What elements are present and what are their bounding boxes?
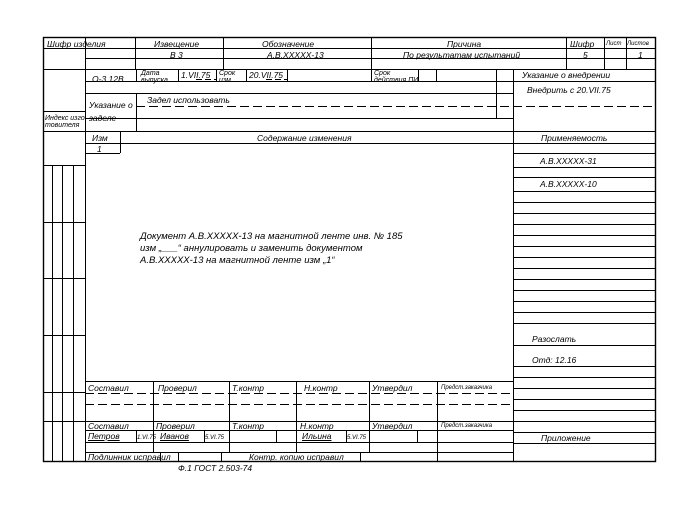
n-control-name: Ильина xyxy=(302,431,332,441)
checked-label: Проверил xyxy=(158,383,197,393)
compiled-name: Петров xyxy=(88,431,120,441)
change-col-header: Изм xyxy=(92,133,108,143)
stock-value: Задел использовать xyxy=(147,95,230,105)
form-footer: Ф.1 ГОСТ 2.503-74 xyxy=(178,463,253,473)
department-code: О-3 12В xyxy=(92,74,124,84)
sheets-col-header: Листов xyxy=(627,41,649,47)
compiled-date: 1.VI.75 xyxy=(137,435,157,441)
t-control-label: Т.контр xyxy=(232,383,264,393)
designation-col-header: Обозначение xyxy=(262,39,315,49)
issue-date-label: Дата выпуска xyxy=(141,70,168,84)
product-code-label: Шифр изделия xyxy=(47,39,106,49)
checked-label: Проверил xyxy=(156,421,195,431)
applicability-col-header: Применяемость xyxy=(541,133,608,143)
change-content-line-3: А.В.XXXXX-13 на магнитной ленте изм „1“ xyxy=(140,255,335,266)
checked-date: 5.VI.75 xyxy=(205,435,225,441)
term-label: Срок изм xyxy=(219,70,236,84)
n-control-label: Н.контр xyxy=(300,421,334,431)
customer-rep-label: Предст.заказчика xyxy=(441,423,493,429)
n-control-date: 5.VI.75 xyxy=(347,435,367,441)
notice-number: В 3 xyxy=(170,50,183,60)
term-date: 20.VII.75 xyxy=(249,70,284,80)
change-content-line-2: изм „___“ аннулировать и заменить документом xyxy=(140,243,363,254)
send-to-value: Отд: 12.16 xyxy=(532,355,577,365)
maker-index-label: Индекс изготовителя xyxy=(45,115,85,129)
t-control-label: Т.контр xyxy=(232,421,264,431)
sheet-col-header: Лист xyxy=(606,41,622,47)
approved-label: Утвердил xyxy=(372,383,413,393)
implementation-value: Внедрить с 20.VII.75 xyxy=(527,85,611,95)
original-corrected-label: Подлинник исправил xyxy=(88,452,171,462)
pi-term-label: Срок действия ПИ xyxy=(374,70,419,84)
compiled-label: Составил xyxy=(88,421,129,431)
checked-name: Иванов xyxy=(160,431,189,441)
change-content-line-1: Документ А.В.XXXXX-13 на магнитной ленте инв. № 185 xyxy=(140,231,403,242)
compiled-label: Составил xyxy=(88,383,129,393)
notice-col-header: Извещение xyxy=(154,39,200,49)
reason-col-header: Причина xyxy=(447,39,482,49)
applicability-item: А.В.XXXXX-31 xyxy=(540,156,597,166)
content-col-header: Содержание изменения xyxy=(257,133,352,143)
sheets-value: 1 xyxy=(638,50,643,60)
n-control-label: Н.контр xyxy=(304,383,338,393)
change-number: 1 xyxy=(97,144,102,154)
implementation-label: Указание о внедрении xyxy=(522,70,611,80)
attachment-label: Приложение xyxy=(541,433,591,443)
designation-value: А.В.XXXXX-13 xyxy=(267,50,324,60)
approved-label: Утвердил xyxy=(372,421,413,431)
stock-label: Указание о заделе xyxy=(89,100,133,123)
code-col-header: Шифр xyxy=(570,39,595,49)
send-label: Разослать xyxy=(532,334,577,344)
copy-corrected-label: Контр. копию исправил xyxy=(249,452,344,462)
reason-value: По результатам испытаний xyxy=(403,50,521,60)
customer-rep-label: Предст.заказчика xyxy=(441,385,493,391)
applicability-item: А.В.XXXXX-10 xyxy=(540,179,597,189)
issue-date: 1.VII.75 xyxy=(181,70,211,80)
code-value: 5 xyxy=(583,50,588,60)
